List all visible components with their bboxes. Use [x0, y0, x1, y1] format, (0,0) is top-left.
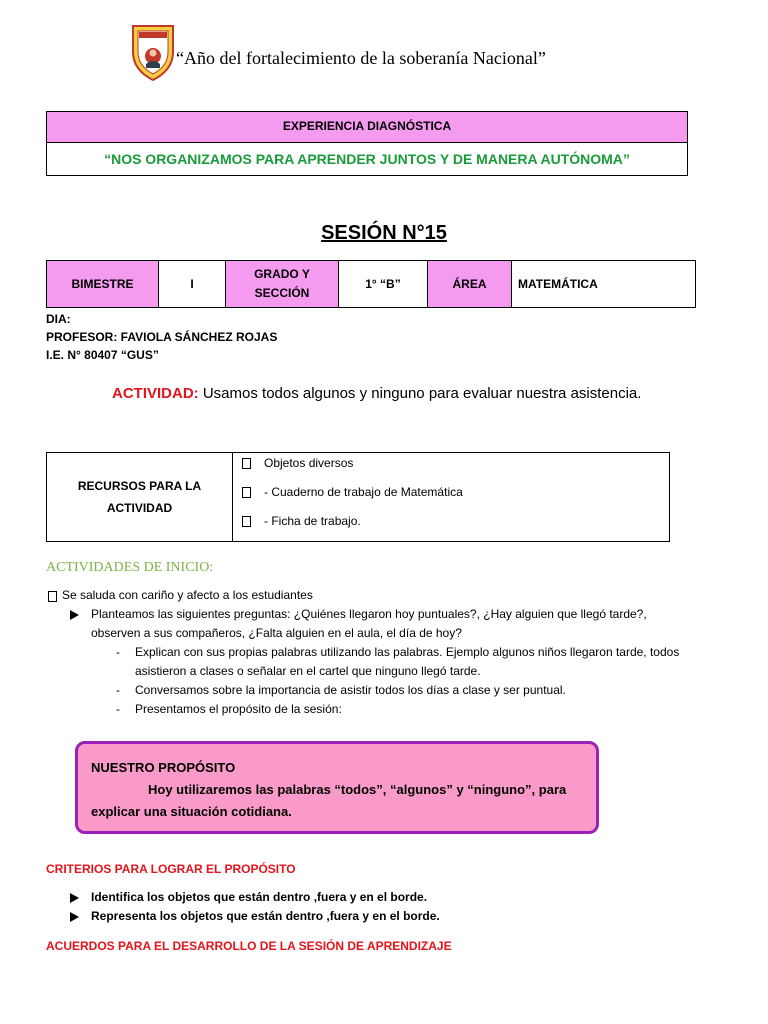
explain-line1: Explican con sus propias palabras utilizando las palabras. Ejemplo algunos niños llegaron tarde, todos — [135, 645, 680, 659]
bimestre-label: BIMESTRE — [47, 261, 159, 308]
arrow-bullet-icon — [70, 610, 79, 620]
arrow-bullet-icon — [70, 893, 79, 903]
resource-item-text: Objetos diversos — [264, 456, 354, 470]
session-title: SESIÓN N°15 — [321, 222, 447, 244]
resources-label — [47, 453, 233, 542]
resources-table — [46, 452, 670, 542]
resource-item-text: - Ficha de trabajo. — [264, 514, 361, 528]
resource-item — [234, 482, 668, 511]
resource-item-text: - Cuaderno de trabajo de Matemática — [264, 485, 463, 499]
conversation-line: Conversamos sobre la importancia de asistir todos los días a clase y ser puntual. — [135, 683, 566, 697]
experience-box — [46, 111, 688, 176]
purpose-box — [75, 741, 599, 834]
activity-text: Usamos todos algunos y ninguno para evaluar nuestra asistencia. — [202, 385, 642, 402]
greeting-line: Se saluda con cariño y afecto a los estudiantes — [62, 588, 313, 602]
agreements-heading: ACUERDOS PARA EL DESARROLLO DE LA SESIÓN DE APRENDIZAJE — [46, 939, 452, 953]
area-label: ÁREA — [428, 261, 512, 308]
checkbox-glyph-icon — [48, 591, 57, 602]
dash-bullet: - — [116, 702, 120, 716]
activity-label: ACTIVIDAD: — [112, 385, 199, 402]
purpose-line1: Hoy utilizaremos las palabras “todos”, “algunos” y “ninguno”, para — [148, 782, 567, 797]
dash-bullet: - — [116, 683, 120, 697]
inicio-heading: ACTIVIDADES DE INICIO: — [46, 560, 214, 575]
questions-line1: Planteamos las siguientes preguntas: ¿Quiénes llegaron hoy puntuales?, ¿Hay alguien que llegó tarde?, — [91, 607, 647, 621]
purpose-title: NUESTRO PROPÓSITO — [91, 760, 236, 775]
criteria-heading: CRITERIOS PARA LOGRAR EL PROPÓSITO — [46, 862, 296, 876]
criteria-item: Identifica los objetos que están dentro ,fuera y en el borde. — [91, 890, 428, 904]
resource-item — [234, 453, 668, 482]
grado-label-line2: SECCIÓN — [254, 286, 310, 300]
arrow-bullet-icon — [70, 912, 79, 922]
questions-line2: observen a sus compañeros, ¿Falta alguien en el aula, el día de hoy? — [91, 626, 462, 640]
checkbox-glyph-icon — [242, 516, 251, 527]
session-info-table — [46, 260, 696, 308]
grado-label-line1: GRADO Y — [254, 267, 310, 281]
present-purpose-line: Presentamos el propósito de la sesión: — [135, 702, 342, 716]
experience-heading: EXPERIENCIA DIAGNÓSTICA — [47, 112, 687, 143]
dia-label: DIA: — [46, 312, 71, 326]
checkbox-glyph-icon — [242, 458, 251, 469]
dash-bullet: - — [116, 645, 120, 659]
resources-list — [233, 453, 670, 542]
checkbox-glyph-icon — [242, 487, 251, 498]
area-value: MATEMÁTICA — [512, 261, 696, 308]
institution-line: I.E. N° 80407 “GUS” — [46, 348, 159, 362]
grado-seccion-label — [226, 261, 339, 308]
resource-item — [234, 511, 668, 540]
criteria-item: Representa los objetos que están dentro ,fuera y en el borde. — [91, 909, 440, 923]
grado-value: 1° “B” — [339, 261, 428, 308]
school-seal-logo — [130, 22, 176, 82]
experience-subtitle: “NOS ORGANIZAMOS PARA APRENDER JUNTOS Y DE MANERA AUTÓNOMA” — [104, 151, 630, 167]
bimestre-value: I — [159, 261, 226, 308]
explain-line2: asistieron a clases o señalar en el cartel que ninguno llegó tarde. — [135, 664, 481, 678]
resources-label-line1: RECURSOS PARA LA — [77, 479, 202, 493]
profesor-line: PROFESOR: FAVIOLA SÁNCHEZ ROJAS — [46, 330, 278, 344]
activity-line — [112, 385, 641, 402]
purpose-line2: explicar una situación cotidiana. — [91, 804, 292, 819]
year-title: “Año del fortalecimiento de la soberanía Nacional” — [176, 48, 546, 68]
resources-label-line2: ACTIVIDAD — [106, 501, 173, 515]
